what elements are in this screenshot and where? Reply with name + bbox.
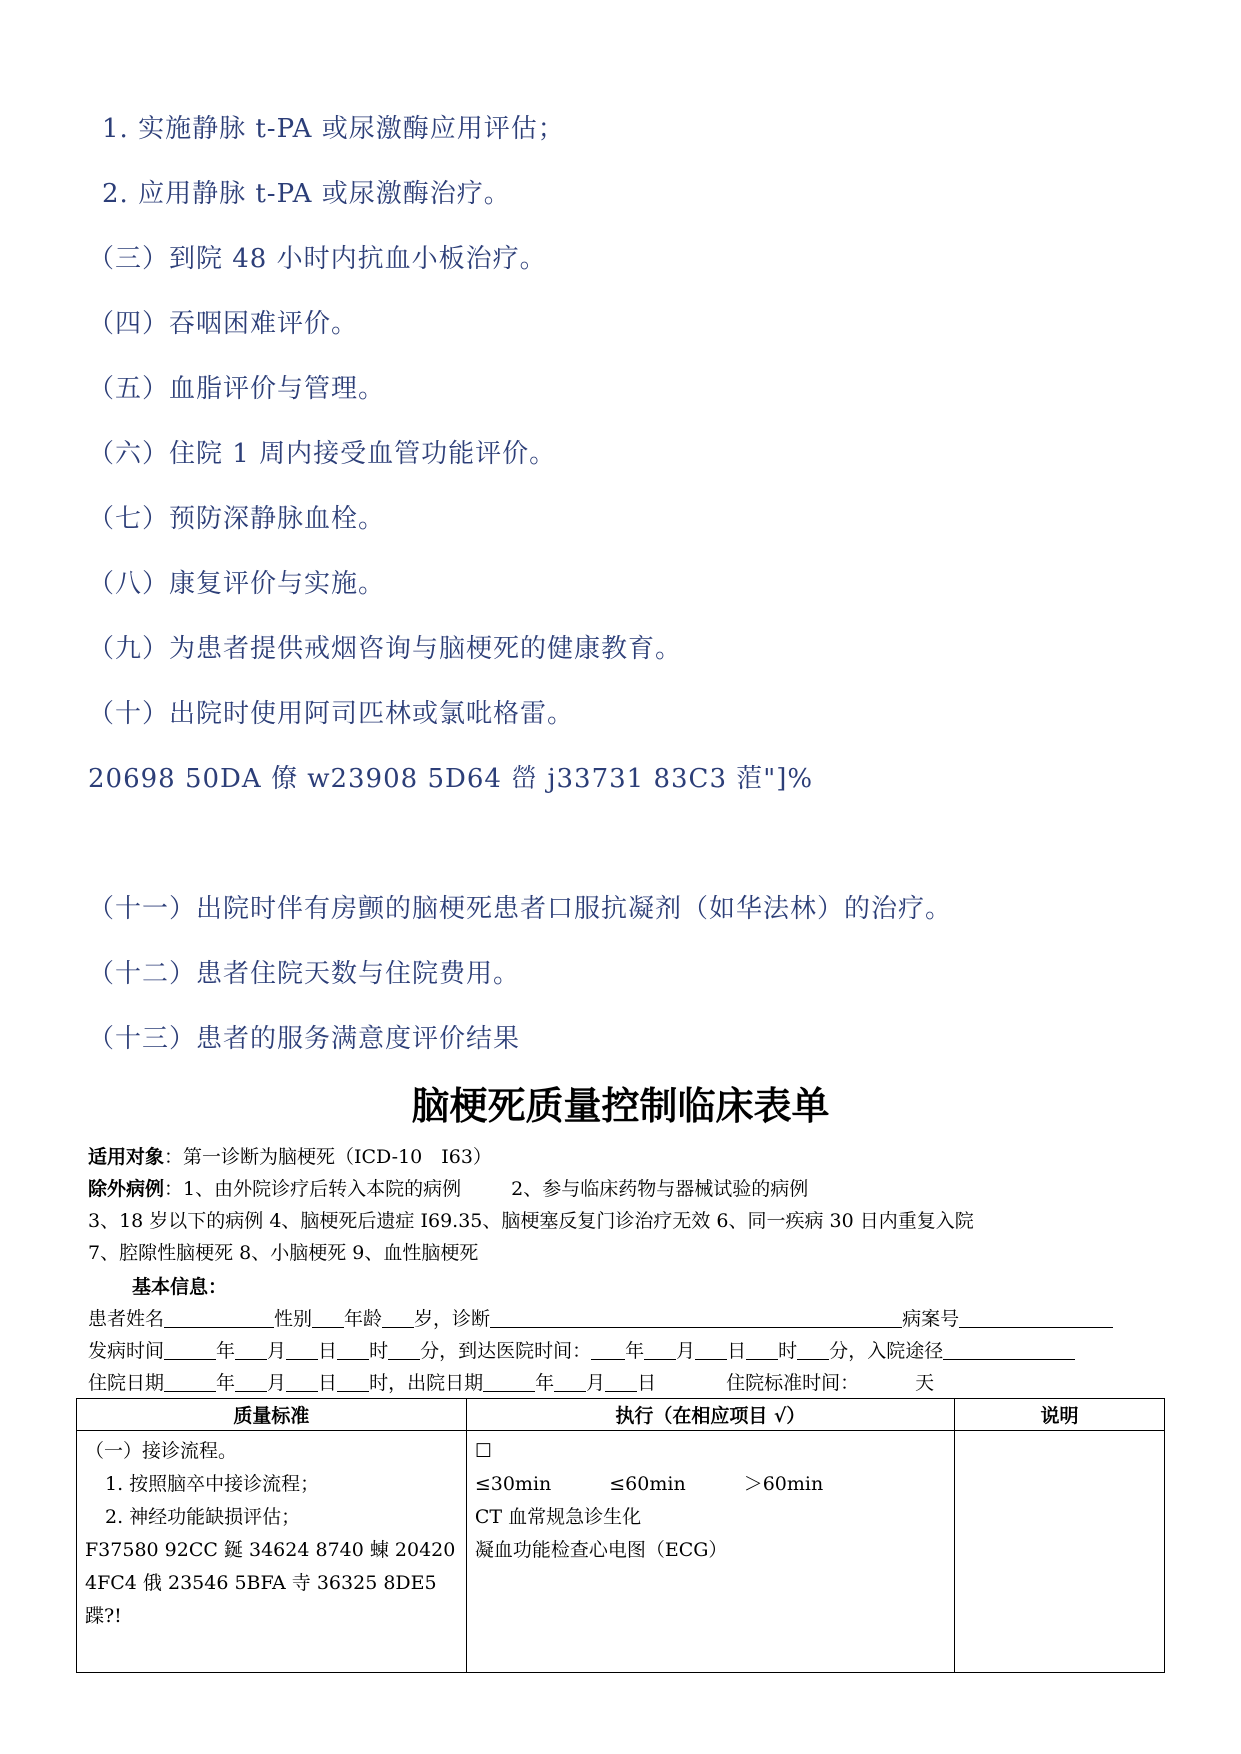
patient-name-field[interactable] <box>164 1307 274 1328</box>
onset-line: 发病时间 年 月 日 时 分，到达医院时间： 年 月 日 时 分，入院途径 <box>88 1336 1075 1363</box>
onset-day-field[interactable] <box>286 1339 318 1360</box>
age-field[interactable] <box>382 1307 414 1328</box>
garbled-text-line: 20698 50DA 僚 w23908 5D64 嵤 j33731 83C3 菃"]% <box>88 764 814 794</box>
exclusion-item-1: ：1、由外院诊疗后转入本院的病例 <box>164 1178 462 1200</box>
execution-cell <box>466 1431 954 1673</box>
onset-month-field[interactable] <box>235 1339 267 1360</box>
list-item: （八）康复评价与实施。 <box>88 569 386 599</box>
exclusion-line-2: 3、18 岁以下的病例 4、脑梗死后遗症 I69.35、脑梗塞反复门诊治疗无效 6、同一疾病 30 日内重复入院 <box>88 1210 974 1232</box>
onset-hour-field[interactable] <box>337 1339 369 1360</box>
gender-field[interactable] <box>312 1307 344 1328</box>
exclusion-label: 除外病例 <box>88 1178 165 1200</box>
list-item: （十三）患者的服务满意度评价结果 <box>88 1024 521 1054</box>
notes-cell[interactable] <box>954 1431 1164 1673</box>
list-item: （七）预防深静脉血栓。 <box>88 504 386 534</box>
list-item: （三）到院 48 小时内抗血小板治疗。 <box>88 244 547 274</box>
list-item: （十）出院时使用阿司匹林或氯吡格雷。 <box>88 699 575 729</box>
admit-hour-field[interactable] <box>337 1371 369 1392</box>
arrival-month-field[interactable] <box>644 1339 676 1360</box>
discharge-day-field[interactable] <box>605 1371 637 1392</box>
list-item: 1. 实施静脉 t-PA 或尿激酶应用评估； <box>102 114 565 144</box>
list-item: （六）住院 1 周内接受血管功能评价。 <box>88 439 557 469</box>
exam-options-line: CT 血常规急诊生化 <box>474 1506 642 1528</box>
checkbox-icon[interactable]: ☐ <box>474 1440 492 1462</box>
arrival-hour-field[interactable] <box>746 1339 778 1360</box>
admit-day-field[interactable] <box>286 1371 318 1392</box>
admit-year-field[interactable] <box>164 1371 216 1392</box>
basic-info-heading: 基本信息： <box>132 1276 228 1298</box>
exclusion-item-2: 2、参与临床药物与器械试验的病例 <box>511 1178 809 1200</box>
option-over-60min[interactable]: ＞60min <box>743 1473 824 1495</box>
arrival-year-field[interactable] <box>591 1339 625 1360</box>
discharge-month-field[interactable] <box>554 1371 586 1392</box>
onset-minute-field[interactable] <box>388 1339 420 1360</box>
header-quality-standard: 质量标准 <box>77 1399 467 1431</box>
arrival-minute-field[interactable] <box>797 1339 829 1360</box>
patient-info-line: 患者姓名 性别 年龄 岁，诊断 病案号 <box>88 1304 1113 1331</box>
applicable-label: 适用对象 <box>88 1146 165 1168</box>
record-no-field[interactable] <box>959 1307 1113 1328</box>
list-item: 2. 应用静脉 t-PA 或尿激酶治疗。 <box>102 179 511 209</box>
time-options <box>475 1468 946 1501</box>
arrival-day-field[interactable] <box>695 1339 727 1360</box>
onset-year-field[interactable] <box>164 1339 216 1360</box>
list-item: （四）吞咽困难评价。 <box>88 309 359 339</box>
admit-line: 住院日期 年 月 日 时，出院日期 年 月 日 住院标准时间： 天 <box>88 1372 935 1394</box>
admit-month-field[interactable] <box>235 1371 267 1392</box>
applicable-line <box>88 1142 492 1169</box>
list-item: （五）血脂评价与管理。 <box>88 374 386 404</box>
table-header-row <box>77 1399 1165 1431</box>
list-item: （九）为患者提供戒烟咨询与脑梗死的健康教育。 <box>88 634 683 664</box>
list-item: （十二）患者住院天数与住院费用。 <box>88 959 521 989</box>
exclusion-line-1 <box>88 1174 808 1201</box>
list-item: （十一）出院时伴有房颤的脑梗死患者口服抗凝剂（如华法林）的治疗。 <box>88 894 953 924</box>
applicable-text: ：第一诊断为脑梗死（ICD-10 I63） <box>164 1146 492 1168</box>
diagnosis-field[interactable] <box>490 1307 902 1328</box>
form-title: 脑梗死质量控制临床表单 <box>411 1083 830 1128</box>
header-execution: 执行（在相应项目 √） <box>466 1399 954 1431</box>
quality-standard-cell: （一）接诊流程。 1. 按照脑卒中接诊流程； 2. 神经功能缺损评估； F37580 92CC 鋋 34624 8740 蝀 20420 4FC4 俄 23546 5BFA 寺 36325 8DE5 蹀?! <box>77 1431 467 1673</box>
option-60min[interactable]: ≤60min <box>609 1473 686 1495</box>
table-row <box>77 1431 1165 1673</box>
exam-options-line: 凝血功能检查心电图（ECG） <box>474 1539 728 1561</box>
exclusion-line-3: 7、腔隙性脑梗死 8、小脑梗死 9、血性脑梗死 <box>88 1242 479 1264</box>
discharge-year-field[interactable] <box>483 1371 535 1392</box>
admission-route-field[interactable] <box>943 1339 1075 1360</box>
header-notes: 说明 <box>954 1399 1164 1431</box>
quality-table <box>76 1398 1165 1673</box>
option-30min[interactable]: ≤30min <box>474 1473 552 1495</box>
